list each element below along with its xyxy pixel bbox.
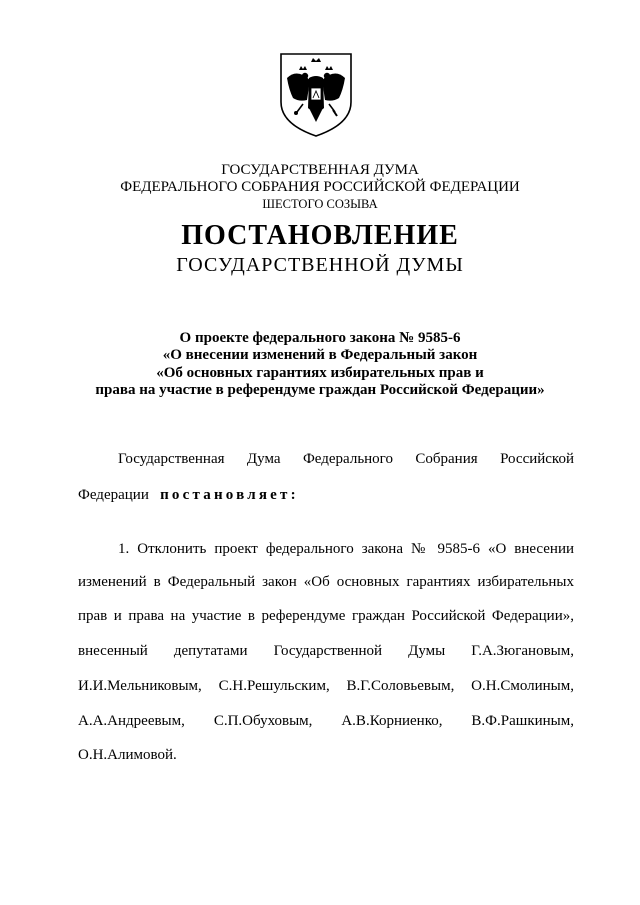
preamble-verb: постановляет: bbox=[160, 487, 299, 503]
header-line-3: ШЕСТОГО СОЗЫВА bbox=[262, 197, 378, 211]
preamble-federation: Федерации bbox=[78, 487, 149, 503]
subject-line: «Об основных гарантиях избирательных прав и bbox=[156, 364, 484, 381]
document-subtitle: ГОСУДАРСТВЕННОЙ ДУМЫ bbox=[176, 254, 464, 276]
document-title: ПОСТАНОВЛЕНИЕ bbox=[181, 220, 459, 251]
subject-line: «О внесении изменений в Федеральный закон bbox=[162, 347, 478, 364]
item1-line: 1. Отклонить проект федерального закона № 9585-6 «О внесении bbox=[118, 541, 574, 557]
item1-line: И.И.Мельниковым, С.Н.Решульским, В.Г.Соловьевым, О.Н.Смолиным, bbox=[78, 678, 574, 694]
item1-line: О.Н.Алимовой. bbox=[78, 747, 177, 763]
header-line-1: ГОСУДАРСТВЕННАЯ ДУМА bbox=[221, 162, 419, 178]
preamble-line-1: Государственная Дума Федерального Собрания Российской bbox=[118, 451, 574, 467]
preamble-line-2 bbox=[78, 486, 299, 504]
russian-coat-of-arms-icon bbox=[277, 50, 355, 138]
header-line-2: ФЕДЕРАЛЬНОГО СОБРАНИЯ РОССИЙСКОЙ ФЕДЕРАЦИИ bbox=[120, 179, 520, 195]
item1-line: изменений в Федеральный закон «Об основных гарантиях избирательных bbox=[78, 574, 574, 590]
document-subject bbox=[0, 330, 640, 399]
item1-line: внесенный депутатами Государственной Думы Г.А.Зюгановым, bbox=[78, 643, 574, 659]
item1-line: прав и права на участие в референдуме граждан Российской Федерации», bbox=[78, 608, 574, 624]
coat-of-arms-emblem bbox=[277, 50, 355, 138]
item1-line: А.А.Андреевым, С.П.Обуховым, А.В.Корниенко, В.Ф.Рашкиным, bbox=[78, 713, 574, 729]
subject-line: О проекте федерального закона № 9585-6 bbox=[179, 330, 461, 346]
subject-line: права на участие в референдуме граждан Российской Федерации» bbox=[95, 381, 545, 398]
